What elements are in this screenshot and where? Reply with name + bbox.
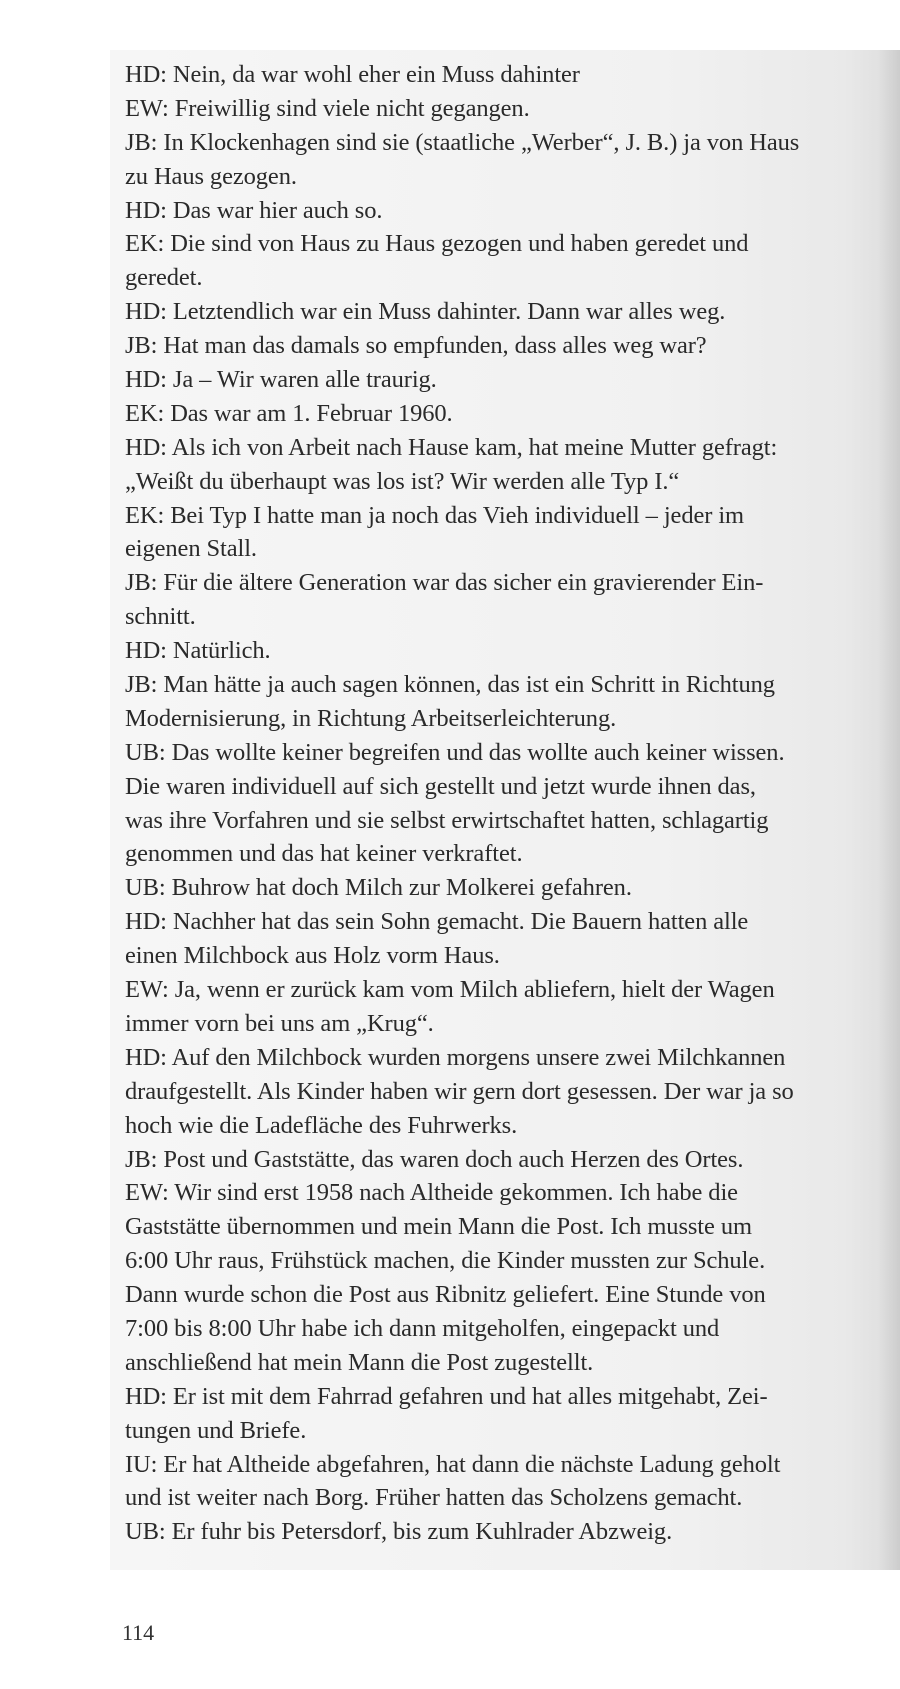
text-line: 7:00 bis 8:00 Uhr habe ich dann mitgeholfen, eingepackt und: [125, 1314, 720, 1342]
text-line: HD: Nachher hat das sein Sohn gemacht. Die Bauern hatten alle: [125, 908, 749, 936]
text-line: JB: Post und Gaststätte, das waren doch auch Herzen des Ortes.: [125, 1145, 744, 1173]
text-line: „Weißt du überhaupt was los ist? Wir werden alle Typ I.“: [125, 467, 680, 495]
text-line: HD: Letztendlich war ein Muss dahinter. Dann war alles weg.: [125, 298, 726, 326]
text-line: HD: Nein, da war wohl eher ein Muss dahinter: [125, 61, 580, 88]
text-line: JB: In Klockenhagen sind sie (staatliche „Werber“, J. B.) ja von Haus: [125, 128, 800, 156]
text-line: tungen und Briefe.: [125, 1416, 307, 1444]
text-line: genommen und das hat keiner verkraftet.: [125, 840, 523, 868]
text-line: hoch wie die Ladefläche des Fuhrwerks.: [125, 1111, 518, 1139]
text-line: 6:00 Uhr raus, Frühstück machen, die Kinder mussten zur Schule.: [125, 1247, 766, 1275]
text-line: immer vorn bei uns am „Krug“.: [125, 1009, 434, 1037]
interview-transcript: [125, 58, 885, 1549]
text-line: EW: Ja, wenn er zurück kam vom Milch abliefern, hielt der Wagen: [125, 976, 775, 1004]
text-line: HD: Das war hier auch so.: [125, 196, 383, 224]
text-line: HD: Natürlich.: [125, 637, 271, 665]
text-line: EW: Freiwillig sind viele nicht gegangen.: [125, 94, 530, 122]
text-line: UB: Das wollte keiner begreifen und das wollte auch keiner wissen.: [125, 738, 785, 766]
text-line: Gaststätte übernommen und mein Mann die Post. Ich musste um: [125, 1213, 752, 1241]
text-line: UB: Er fuhr bis Petersdorf, bis zum Kuhlrader Abzweig.: [125, 1518, 673, 1546]
text-line: EK: Die sind von Haus zu Haus gezogen und haben geredet und: [125, 230, 749, 258]
text-line: zu Haus gezogen.: [125, 162, 297, 190]
text-line: JB: Hat man das damals so empfunden, dass alles weg war?: [125, 332, 707, 360]
text-line: HD: Ja – Wir waren alle traurig.: [125, 366, 437, 394]
text-line: UB: Buhrow hat doch Milch zur Molkerei gefahren.: [125, 874, 632, 902]
text-line: HD: Auf den Milchbock wurden morgens unsere zwei Milchkannen: [125, 1043, 786, 1071]
text-line: draufgestellt. Als Kinder haben wir gern dort gesessen. Der war ja so: [125, 1077, 794, 1105]
text-line: HD: Als ich von Arbeit nach Hause kam, hat meine Mutter gefragt:: [125, 433, 778, 461]
text-line: Modernisierung, in Richtung Arbeitserleichterung.: [125, 704, 617, 732]
text-line: schnitt.: [125, 603, 196, 631]
text-line: anschließend hat mein Mann die Post zugestellt.: [125, 1348, 594, 1376]
text-line: EK: Das war am 1. Februar 1960.: [125, 399, 453, 427]
text-line: geredet.: [125, 264, 203, 292]
text-line: und ist weiter nach Borg. Früher hatten das Scholzens gemacht.: [125, 1484, 743, 1512]
text-line: JB: Man hätte ja auch sagen können, das ist ein Schritt in Richtung: [125, 671, 775, 699]
text-line: Dann wurde schon die Post aus Ribnitz geliefert. Eine Stunde von: [125, 1281, 766, 1309]
text-line: was ihre Vorfahren und sie selbst erwirtschaftet hatten, schlagartig: [125, 806, 769, 834]
text-line: EW: Wir sind erst 1958 nach Altheide gekommen. Ich habe die: [125, 1179, 738, 1207]
text-line: einen Milchbock aus Holz vorm Haus.: [125, 942, 500, 970]
text-line: HD: Er ist mit dem Fahrrad gefahren und hat alles mitgehabt, Zei-: [125, 1382, 768, 1410]
text-line: JB: Für die ältere Generation war das sicher ein gravierender Ein-: [125, 569, 764, 597]
page-number: 114: [122, 1620, 155, 1645]
text-line: Die waren individuell auf sich gestellt und jetzt wurde ihnen das,: [125, 772, 756, 800]
text-line: eigenen Stall.: [125, 535, 257, 563]
text-line: IU: Er hat Altheide abgefahren, hat dann die nächste Ladung geholt: [125, 1450, 781, 1478]
text-line: EK: Bei Typ I hatte man ja noch das Vieh individuell – jeder im: [125, 501, 744, 529]
